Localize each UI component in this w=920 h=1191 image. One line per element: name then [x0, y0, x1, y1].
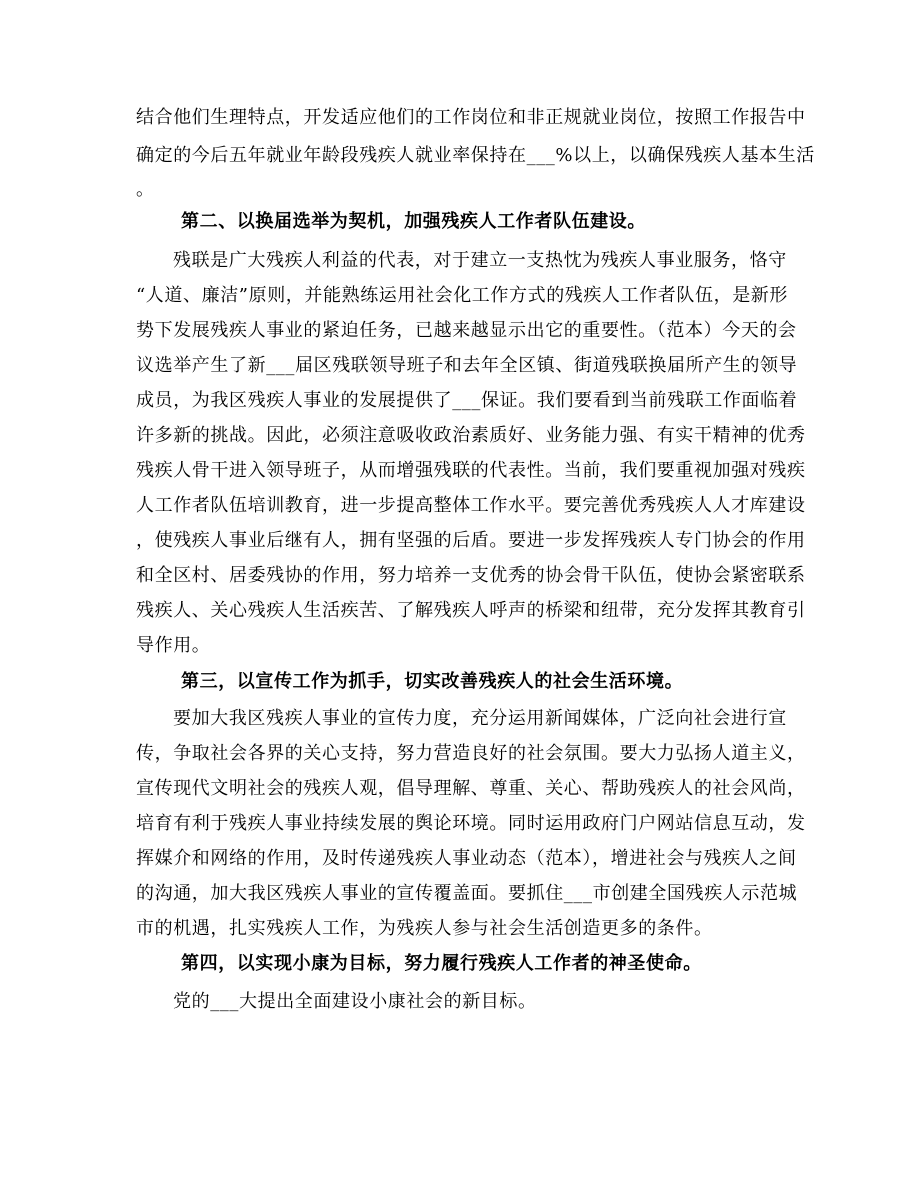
body-line: 的沟通，加大我区残疾人事业的宣传覆盖面。要抓住___市创建全国残疾人示范城	[136, 883, 798, 904]
body-line: 残疾人骨干进入领导班子，从而增强残联的代表性。当前，我们要重视加强对残疾	[136, 460, 806, 481]
body-line: 宣传现代文明社会的残疾人观，倡导理解、尊重、关心、帮助残疾人的社会风尚，	[136, 778, 806, 799]
section-heading-2: 第二、以换届选举为契机，加强残疾人工作者队伍建设。	[181, 211, 646, 232]
body-line: 许多新的挑战。因此，必须注意吸收政治素质好、业务能力强、有实干精神的优秀	[136, 425, 806, 446]
body-line: 人工作者队伍培训教育，进一步提高整体工作水平。要完善优秀残疾人人才库建设	[136, 495, 806, 516]
body-line: 挥媒介和网络的作用，及时传递残疾人事业动态（范本），增进社会与残疾人之间	[136, 848, 797, 869]
body-line: ，使残疾人事业后继有人，拥有坚强的后盾。要进一步发挥残疾人专门协会的作用	[136, 530, 806, 551]
body-line: 培育有利于残疾人事业持续发展的舆论环境。同时运用政府门户网站信息互动，发	[136, 813, 806, 834]
section-heading-4: 第四，以实现小康为目标，努力履行残疾人工作者的神圣使命。	[181, 953, 702, 974]
body-line: 结合他们生理特点，开发适应他们的工作岗位和非正规就业岗位，按照工作报告中	[136, 107, 806, 128]
body-line: 议选举产生了新___届区残联领导班子和去年全区镇、街道残联换届所产生的领导	[136, 355, 798, 376]
body-line: 。	[136, 179, 155, 200]
body-line: 市的机遇，扎实残疾人工作，为残疾人参与社会生活创造更多的条件。	[136, 918, 713, 939]
body-line: 残联是广大残疾人利益的代表，对于建立一支热忱为残疾人事业服务，恪守	[173, 250, 787, 271]
body-line: 导作用。	[136, 635, 211, 656]
body-line: 要加大我区残疾人事业的宣传力度，充分运用新闻媒体，广泛向社会进行宣	[173, 708, 787, 729]
section-heading-3: 第三，以宣传工作为抓手，切实改善残疾人的社会生活环境。	[181, 671, 684, 692]
body-line: 成员，为我区残疾人事业的发展提供了___保证。我们要看到当前残联工作面临着	[136, 390, 798, 411]
body-line: 党的___大提出全面建设小康社会的新目标。	[173, 991, 537, 1012]
body-line: 确定的今后五年就业年龄段残疾人就业率保持在___%以上，以确保残疾人基本生活	[136, 145, 815, 166]
body-line: 势下发展残疾人事业的紧迫任务，已越来越显示出它的重要性。（范本）今天的会	[136, 320, 797, 341]
body-line: 传，争取社会各界的关心支持，努力营造良好的社会氛围。要大力弘扬人道主义，	[136, 743, 806, 764]
body-line: “人道、廉洁”原则，并能熟练运用社会化工作方式的残疾人工作者队伍，是新形	[136, 285, 789, 306]
body-line: 和全区村、居委残协的作用，努力培养一支优秀的协会骨干队伍，使协会紧密联系	[136, 565, 806, 586]
body-line: 残疾人、关心残疾人生活疾苦、了解残疾人呼声的桥梁和纽带，充分发挥其教育引	[136, 600, 806, 621]
